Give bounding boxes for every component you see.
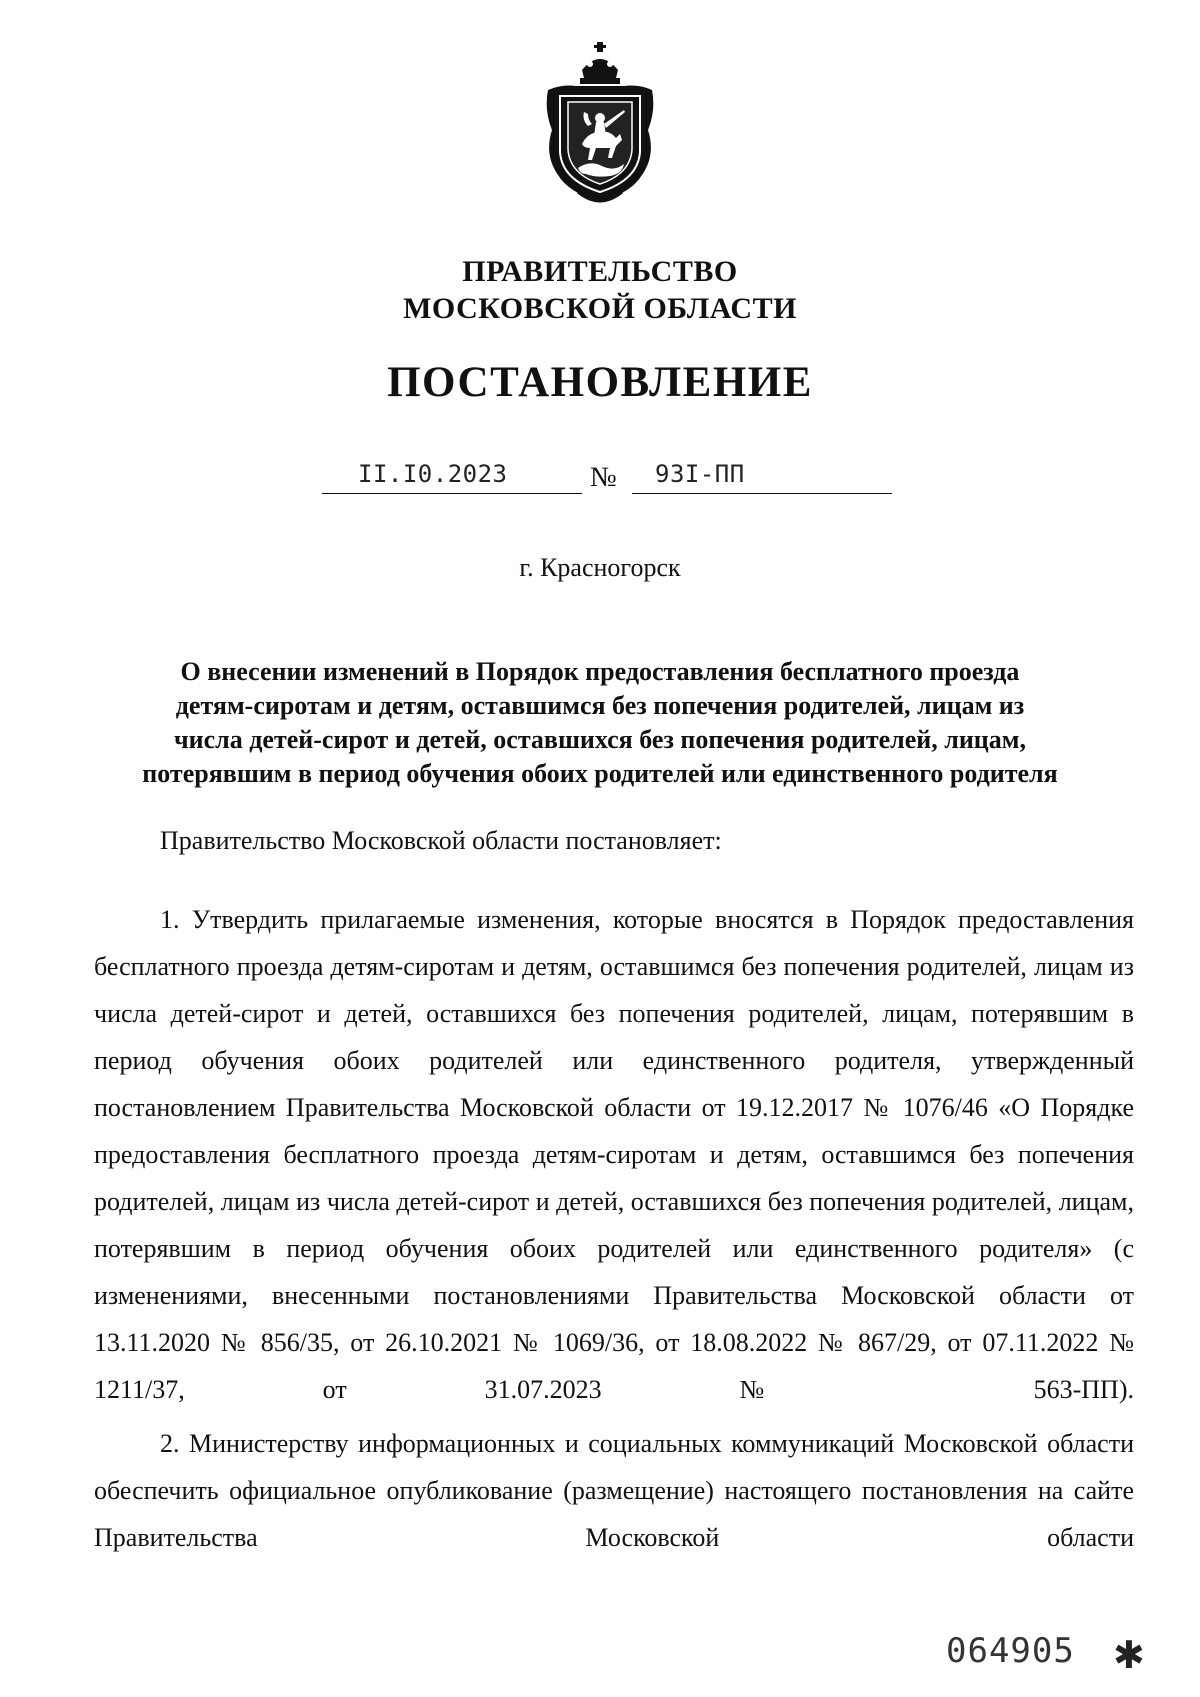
city-location: г. Красногорск: [519, 553, 681, 582]
number-sign: №: [590, 462, 617, 493]
preamble-text: Правительство Московской области постановляет:: [160, 826, 722, 855]
serial-number: 064905: [946, 1631, 1075, 1671]
document-number: 93I-ПП: [655, 460, 745, 488]
organization-name-line1: ПРАВИТЕЛЬСТВО: [462, 255, 738, 288]
document-title: О внесении изменений в Порядок предоставления бесплатного проезда детям-сиротам и детям, оставшимся без попечения родителей, лицам из числа детей-сирот и детей, оставшихся без попечения родителей, лицам, потерявшим в период обучения обоих родителей или единственного родителя: [142, 657, 1058, 788]
document-date: II.I0.2023: [358, 460, 508, 488]
coat-of-arms-emblem: [538, 40, 662, 206]
number-underline: [632, 493, 892, 494]
organization-name-line2: МОСКОВСКОЙ ОБЛАСТИ: [403, 292, 797, 325]
paragraph-2: 2. Министерству информационных и социальных коммуникаций Московской области обеспечить официальное опубликование (размещение) настоящего постановления на сайте Правительства Московской области: [94, 1429, 1134, 1552]
date-underline: [322, 493, 582, 494]
asterisk-mark-icon: ✱: [1113, 1635, 1145, 1677]
paragraph-1: 1. Утвердить прилагаемые изменения, которые вносятся в Порядок предоставления бесплатного проезда детям-сиротам и детям, оставшимся без попечения родителей, лицам из числа детей-сирот и детей, оставшихся без попечения родителей, лицам, потерявшим в период обучения обоих родителей или единственного родителя, утвержденный постановлением Правительства Московской области от 19.12.2017 № 1076/46 «О Порядке предоставления бесплатного проезда детям-сиротам и детям, оставшимся без попечения родителей, лицам из числа детей-сирот и детей, оставшихся без попечения родителей, лицам, потерявшим в период обучения обоих родителей или единственного родителя» (с изменениями, внесенными постановлениями Правительства Московской области от 13.11.2020 № 856/35, от 26.10.2021 № 1069/36, от 18.08.2022 № 867/29, от 07.11.2022 № 1211/37, от 31.07.2023 № 563-ПП).: [94, 905, 1134, 1404]
document-type-heading: ПОСТАНОВЛЕНИЕ: [387, 359, 813, 406]
